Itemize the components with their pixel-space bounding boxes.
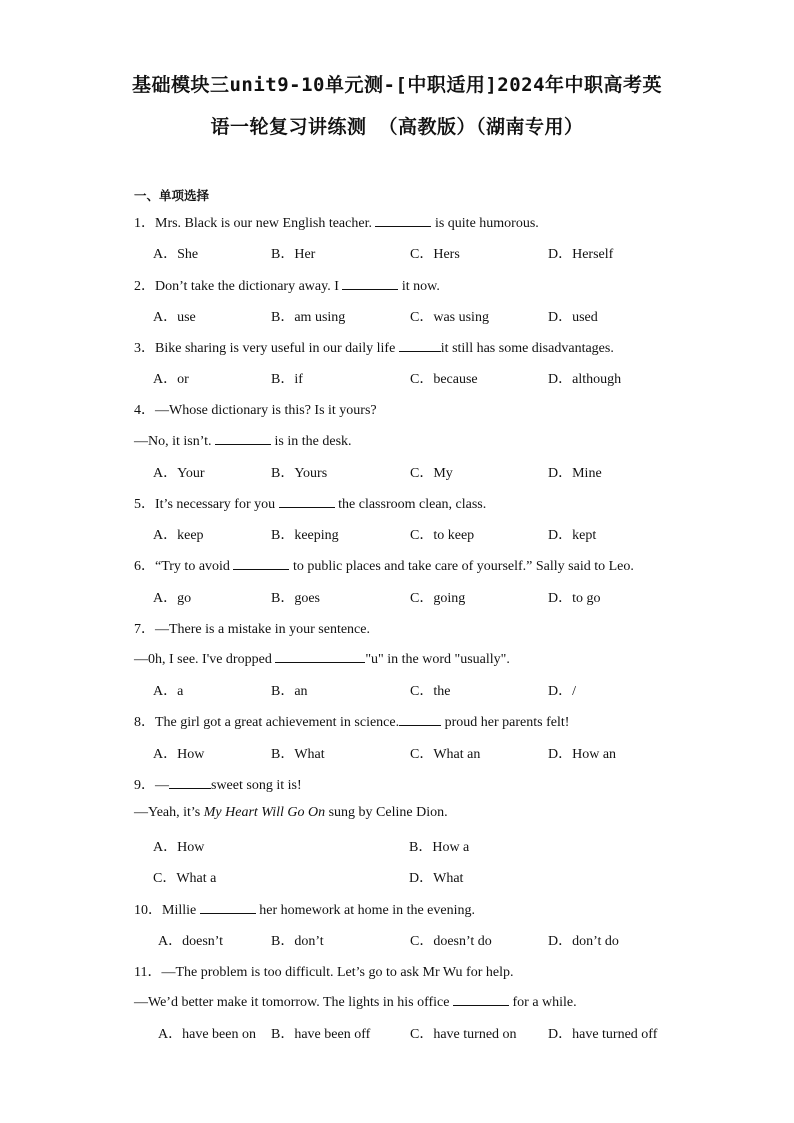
option-b: B．keeping — [271, 528, 339, 543]
question-text: her homework at home in the evening. — [259, 903, 476, 918]
question-9-options-row-2 — [153, 867, 713, 887]
document-title-line-2: 语一轮复习讲练测 （高教版）（湖南专用） — [210, 116, 584, 138]
option-a: A．doesn’t — [158, 934, 224, 949]
question-10-options — [158, 930, 718, 950]
option-b: B．Yours — [271, 466, 328, 481]
question-1 — [134, 212, 539, 232]
question-text: The girl got a great achievement in science. — [155, 715, 400, 730]
question-11 — [134, 961, 513, 981]
question-7-options — [153, 680, 713, 700]
question-11-options — [158, 1023, 718, 1043]
option-c: C．Hers — [410, 247, 460, 262]
question-number: 4． — [134, 403, 155, 418]
option-c: C．My — [410, 466, 453, 481]
option-d: D．Herself — [548, 247, 614, 262]
option-c: C．the — [410, 684, 451, 699]
question-text: Don’t take the dictionary away. I — [155, 279, 339, 294]
question-text: —Whose dictionary is this? Is it yours? — [155, 403, 377, 418]
question-2 — [134, 275, 440, 295]
answer-blank — [169, 775, 211, 789]
question-1-options — [153, 243, 713, 263]
question-7-reply — [134, 649, 510, 668]
option-c: C．to keep — [410, 528, 475, 543]
answer-blank — [200, 900, 256, 914]
question-number: 11． — [134, 965, 162, 980]
question-text: is quite humorous. — [434, 216, 539, 231]
question-text: Millie — [162, 903, 197, 918]
option-d: D．although — [548, 372, 622, 387]
question-9-reply — [134, 805, 448, 821]
question-number: 6． — [134, 559, 155, 574]
option-b: B．have been off — [271, 1027, 371, 1042]
question-9 — [134, 774, 302, 794]
option-b: B．if — [271, 372, 303, 387]
question-text: “Try to avoid — [155, 559, 230, 574]
answer-blank — [215, 431, 271, 445]
section-heading: 一、单项选择 — [134, 188, 210, 203]
option-c: C．doesn’t do — [410, 934, 492, 949]
option-d: D．What — [409, 871, 464, 886]
option-c: C．have turned on — [410, 1027, 517, 1042]
option-a: A．How — [153, 840, 205, 855]
question-text: for a while. — [512, 995, 577, 1010]
question-7 — [134, 618, 370, 638]
question-text: to public places and take care of yourself.” Sally said to Leo. — [292, 559, 634, 574]
question-text: sung by Celine Dion. — [328, 805, 448, 820]
option-a: A．or — [153, 372, 189, 387]
question-5-options — [153, 524, 713, 544]
option-d: D．used — [548, 310, 598, 325]
question-text: is in the desk. — [274, 434, 352, 449]
question-number: 5． — [134, 497, 155, 512]
question-11-reply — [134, 992, 577, 1011]
question-5 — [134, 493, 486, 513]
question-text: —There is a mistake in your sentence. — [155, 622, 370, 637]
option-b: B．What — [271, 747, 325, 762]
question-number: 10． — [134, 903, 162, 918]
option-a: A．Your — [153, 466, 205, 481]
option-b: B．an — [271, 684, 308, 699]
question-8 — [134, 711, 569, 731]
question-2-options — [153, 306, 713, 326]
question-text: Mrs. Black is our new English teacher. — [155, 216, 372, 231]
document-title-line-1: 基础模块三unit9-10单元测-[中职适用]2024年中职高考英 — [131, 74, 663, 96]
question-4-options — [153, 462, 713, 482]
question-10 — [134, 899, 475, 919]
question-text: —No, it isn’t. — [134, 434, 212, 449]
question-text: It’s necessary for you — [155, 497, 276, 512]
answer-blank — [375, 213, 431, 227]
answer-blank — [279, 494, 335, 508]
question-text: proud her parents felt! — [444, 715, 570, 730]
question-text: sweet song it is! — [211, 778, 302, 793]
option-a: A．go — [153, 591, 192, 606]
question-text: —The problem is too difficult. Let’s go to ask Mr Wu for help. — [161, 965, 514, 980]
answer-blank — [342, 276, 398, 290]
question-4 — [134, 399, 377, 419]
question-6-options — [153, 587, 713, 607]
option-a: A．a — [153, 684, 184, 699]
question-9-options-row-1 — [153, 836, 713, 856]
question-number: 2． — [134, 279, 155, 294]
question-8-options — [153, 743, 713, 763]
option-c: C．What a — [153, 871, 217, 886]
option-b: B．don’t — [271, 934, 324, 949]
option-d: D．kept — [548, 528, 597, 543]
answer-blank — [399, 338, 441, 352]
option-b: B．How a — [409, 840, 470, 855]
option-d: D．to go — [548, 591, 601, 606]
option-d: D．Mine — [548, 466, 602, 481]
question-text: Bike sharing is very useful in our daily life — [155, 341, 396, 356]
question-text: the classroom clean, class. — [338, 497, 487, 512]
question-text: it still has some disadvantages. — [440, 341, 614, 356]
answer-blank — [233, 556, 289, 570]
option-a: A．keep — [153, 528, 204, 543]
option-b: B．am using — [271, 310, 346, 325]
song-title: My Heart Will Go On — [203, 805, 326, 820]
option-a: A．How — [153, 747, 205, 762]
option-c: C．because — [410, 372, 478, 387]
question-text: —0h, I see. I've dropped — [134, 652, 272, 667]
question-3-options — [153, 368, 713, 388]
option-c: C．was using — [410, 310, 489, 325]
question-number: 7． — [134, 622, 155, 637]
answer-blank — [453, 992, 509, 1006]
question-text: —We’d better make it tomorrow. The lights in his office — [134, 995, 450, 1010]
question-number: 1． — [134, 216, 155, 231]
question-3 — [134, 337, 614, 357]
option-a: A．She — [153, 247, 199, 262]
question-4-reply — [134, 431, 352, 450]
option-a: A．use — [153, 310, 196, 325]
answer-blank — [399, 712, 441, 726]
question-number: 9． — [134, 778, 155, 793]
option-c: C．going — [410, 591, 466, 606]
option-b: B．goes — [271, 591, 320, 606]
question-text: —Yeah, it’s — [134, 805, 201, 820]
question-6 — [134, 555, 634, 575]
question-number: 3． — [134, 341, 155, 356]
question-text: "u" in the word "usually". — [365, 652, 510, 667]
option-d: D．How an — [548, 747, 617, 762]
option-c: C．What an — [410, 747, 481, 762]
question-text: — — [155, 778, 169, 793]
option-d: D．/ — [548, 684, 576, 699]
answer-blank — [275, 649, 365, 663]
option-b: B．Her — [271, 247, 316, 262]
option-d: D．have turned off — [548, 1027, 658, 1042]
option-d: D．don’t do — [548, 934, 619, 949]
question-text: it now. — [401, 279, 440, 294]
option-a: A．have been on — [158, 1027, 256, 1042]
question-number: 8． — [134, 715, 155, 730]
